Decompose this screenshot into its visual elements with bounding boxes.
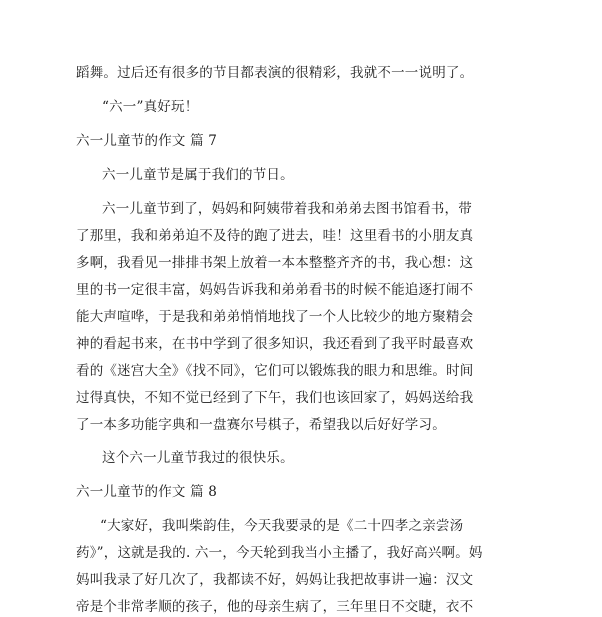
paragraph-line: 六一儿童节是属于我们的节日。 — [102, 167, 294, 183]
paragraph-line: 过得真快，不知不觉已经到了下午，我们也该回家了，妈妈送给我 — [76, 390, 474, 406]
paragraph-line: 了一本多功能字典和一盘赛尔号棋子，希望我以后好好学习。 — [76, 417, 446, 433]
paragraph-line: 药》”，这就是我的. 六一，今天轮到我当小主播了，我好高兴啊。妈 — [76, 545, 483, 561]
paragraph-line: 这个六一儿童节我过的很快乐。 — [102, 450, 294, 466]
paragraph-line: 神的看起书来，在书中学到了很多知识，我还看到了我平时最喜欢 — [76, 336, 474, 352]
paragraph-line: 妈叫我录了好几次了，我都读不好，妈妈让我把故事讲一遍：汉文 — [76, 572, 474, 588]
section-heading: 六一儿童节的作文 篇 8 — [76, 484, 218, 500]
paragraph-line: 多啊，我看见一排排书架上放着一本本整整齐齐的书，我心想：这 — [76, 255, 474, 271]
paragraph-line: 里的书一定很丰富，妈妈告诉我和弟弟看书的时候不能追逐打闹不 — [76, 282, 474, 298]
paragraph-line: 蹈舞。过后还有很多的节目都表演的很精彩，我就不一一说明了。 — [76, 65, 474, 81]
paragraph-line: “大家好，我叫柴韵佳，今天我要录的是《二十四孝之亲尝汤 — [100, 518, 464, 534]
paragraph-line: 帝是个非常孝顺的孩子，他的母亲生病了，三年里日不交睫，衣不 — [76, 599, 474, 615]
paragraph-line: 能大声喧哗，于是我和弟弟悄悄地找了一个人比较少的地方聚精会 — [76, 309, 474, 325]
paragraph-line: 六一儿童节到了，妈妈和阿姨带着我和弟弟去图书馆看书，带 — [102, 201, 472, 217]
paragraph-line: “六一”真好玩！ — [102, 99, 199, 115]
paragraph-line: 看的《迷宫大全》《找不同》，它们可以锻炼我的眼力和思维。时间 — [76, 363, 474, 379]
section-heading: 六一儿童节的作文 篇 7 — [76, 133, 218, 149]
paragraph-line: 了那里，我和弟弟迫不及待的跑了进去，哇！这里看书的小朋友真 — [76, 228, 474, 244]
